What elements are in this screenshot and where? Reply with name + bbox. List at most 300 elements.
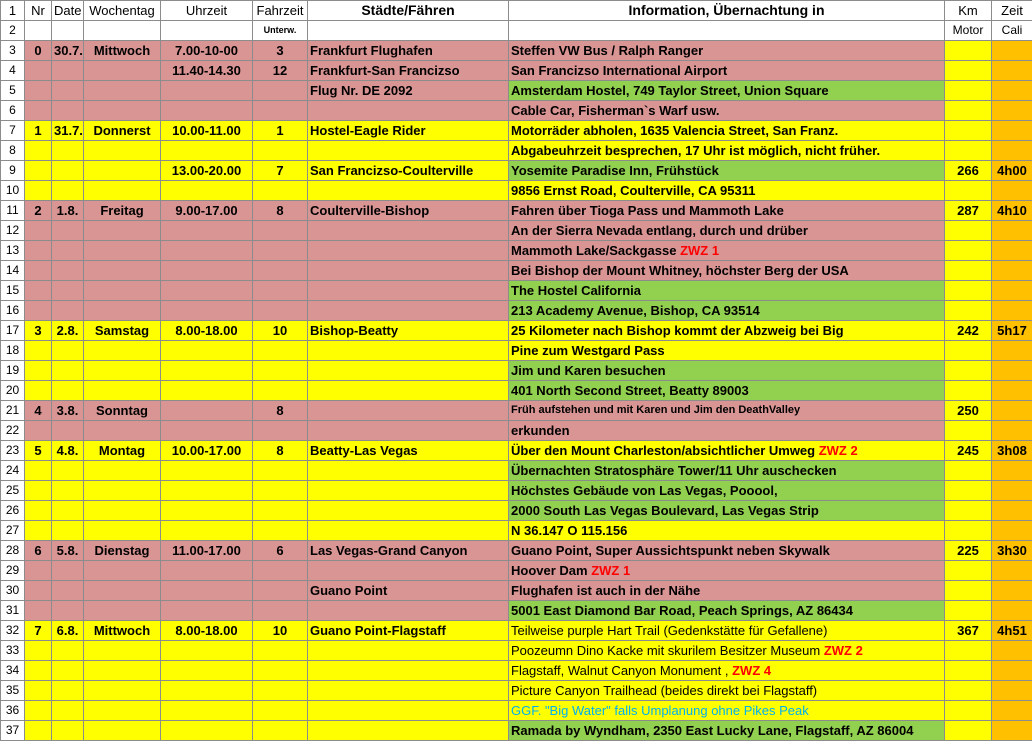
cell-information[interactable] [509,521,945,541]
cell-nr[interactable] [25,721,52,741]
cell-km[interactable] [945,641,992,661]
cell-wochentag[interactable]: Sonntag [84,401,161,421]
cell-zeit[interactable] [992,501,1032,521]
cell-zeit[interactable]: 4h51 [992,621,1032,641]
cell-information[interactable] [509,121,945,141]
cell-km[interactable]: 287 [945,201,992,221]
cell-km[interactable]: 266 [945,161,992,181]
cell-zeit[interactable] [992,561,1032,581]
cell-uhrzeit[interactable] [161,561,253,581]
cell-information[interactable] [509,381,945,401]
cell-nr[interactable] [25,641,52,661]
cell-wochentag[interactable] [84,241,161,261]
cell-nr[interactable] [25,461,52,481]
cell-km[interactable] [945,521,992,541]
cell-information[interactable] [509,461,945,481]
cell-fahrzeit[interactable]: 8 [253,401,308,421]
cell-zeit[interactable] [992,641,1032,661]
cell-information[interactable] [509,581,945,601]
cell-zeit[interactable]: 4h10 [992,201,1032,221]
cell-stadt[interactable] [308,301,509,321]
cell-uhrzeit[interactable] [161,221,253,241]
cell-date[interactable] [52,501,84,521]
row-number[interactable]: 8 [1,141,25,161]
cell-nr[interactable] [25,421,52,441]
row-number[interactable]: 3 [1,41,25,61]
cell-date[interactable] [52,601,84,621]
cell-wochentag[interactable] [84,521,161,541]
header-information[interactable]: Information, Übernachtung in [509,1,945,21]
cell-wochentag[interactable] [84,301,161,321]
cell-fahrzeit[interactable] [253,261,308,281]
cell-km[interactable]: 367 [945,621,992,641]
cell-zeit[interactable] [992,401,1032,421]
cell-fahrzeit[interactable]: 10 [253,321,308,341]
row-number[interactable]: 36 [1,701,25,721]
row-number[interactable]: 32 [1,621,25,641]
cell-nr[interactable] [25,581,52,601]
cell-km[interactable] [945,121,992,141]
cell-uhrzeit[interactable] [161,301,253,321]
cell-date[interactable] [52,721,84,741]
cell-wochentag[interactable] [84,221,161,241]
cell-date[interactable]: 3.8. [52,401,84,421]
cell-zeit[interactable] [992,421,1032,441]
cell-information[interactable] [509,221,945,241]
row-number[interactable]: 13 [1,241,25,261]
cell-uhrzeit[interactable] [161,381,253,401]
cell-stadt[interactable]: Guano Point-Flagstaff [308,621,509,641]
cell-information[interactable] [509,181,945,201]
header-wochentag[interactable]: Wochentag [84,1,161,21]
cell-km[interactable] [945,581,992,601]
cell-stadt[interactable] [308,601,509,621]
cell-fahrzeit[interactable]: 8 [253,201,308,221]
cell[interactable] [52,21,84,41]
cell-nr[interactable] [25,361,52,381]
cell-fahrzeit[interactable] [253,601,308,621]
cell-nr[interactable]: 1 [25,121,52,141]
cell-stadt[interactable]: San Francizso-Coulterville [308,161,509,181]
subheader-zeit[interactable]: Cali [992,21,1032,41]
cell-date[interactable] [52,141,84,161]
cell-nr[interactable]: 5 [25,441,52,461]
cell-uhrzeit[interactable] [161,141,253,161]
cell-wochentag[interactable] [84,101,161,121]
cell-zeit[interactable] [992,101,1032,121]
cell-fahrzeit[interactable] [253,701,308,721]
cell-km[interactable] [945,381,992,401]
cell-stadt[interactable] [308,421,509,441]
cell-fahrzeit[interactable] [253,341,308,361]
cell-date[interactable] [52,421,84,441]
cell-stadt[interactable]: Frankfurt-San Francizso [308,61,509,81]
cell-fahrzeit[interactable] [253,281,308,301]
cell-zeit[interactable] [992,221,1032,241]
cell-km[interactable] [945,361,992,381]
cell-nr[interactable] [25,261,52,281]
cell-zeit[interactable] [992,301,1032,321]
cell-fahrzeit[interactable] [253,721,308,741]
cell-date[interactable] [52,681,84,701]
cell-uhrzeit[interactable] [161,421,253,441]
cell-stadt[interactable]: Beatty-Las Vegas [308,441,509,461]
cell-stadt[interactable] [308,221,509,241]
cell-stadt[interactable] [308,661,509,681]
cell-km[interactable]: 245 [945,441,992,461]
cell-nr[interactable] [25,61,52,81]
cell-zeit[interactable] [992,181,1032,201]
cell-date[interactable] [52,341,84,361]
cell-fahrzeit[interactable] [253,481,308,501]
row-number[interactable]: 1 [1,1,25,21]
cell-km[interactable] [945,681,992,701]
cell-km[interactable] [945,241,992,261]
cell-nr[interactable] [25,341,52,361]
cell-uhrzeit[interactable] [161,661,253,681]
cell-date[interactable] [52,361,84,381]
cell-date[interactable] [52,241,84,261]
row-number[interactable]: 5 [1,81,25,101]
cell-zeit[interactable] [992,41,1032,61]
cell-stadt[interactable] [308,181,509,201]
cell-uhrzeit[interactable] [161,261,253,281]
cell-zeit[interactable] [992,721,1032,741]
cell-km[interactable] [945,481,992,501]
row-number[interactable]: 31 [1,601,25,621]
cell-information[interactable] [509,81,945,101]
cell-fahrzeit[interactable] [253,141,308,161]
header-fahrzeit[interactable]: Fahrzeit [253,1,308,21]
row-number[interactable]: 2 [1,21,25,41]
cell-nr[interactable] [25,241,52,261]
cell-fahrzeit[interactable] [253,101,308,121]
cell-fahrzeit[interactable]: 6 [253,541,308,561]
cell-fahrzeit[interactable]: 1 [253,121,308,141]
cell-stadt[interactable] [308,401,509,421]
cell-nr[interactable] [25,141,52,161]
cell-zeit[interactable]: 4h00 [992,161,1032,181]
cell-information[interactable] [509,441,945,461]
cell-uhrzeit[interactable]: 8.00-18.00 [161,321,253,341]
cell-fahrzeit[interactable] [253,361,308,381]
row-number[interactable]: 21 [1,401,25,421]
cell-information[interactable] [509,681,945,701]
cell-stadt[interactable]: Guano Point [308,581,509,601]
cell-zeit[interactable] [992,461,1032,481]
cell-stadt[interactable]: Frankfurt Flughafen [308,41,509,61]
cell-fahrzeit[interactable]: 7 [253,161,308,181]
cell-date[interactable] [52,261,84,281]
row-number[interactable]: 11 [1,201,25,221]
cell-fahrzeit[interactable] [253,521,308,541]
cell-wochentag[interactable]: Dienstag [84,541,161,561]
cell-date[interactable] [52,81,84,101]
row-number[interactable]: 24 [1,461,25,481]
cell[interactable] [509,21,945,41]
row-number[interactable]: 12 [1,221,25,241]
cell-nr[interactable]: 3 [25,321,52,341]
cell-date[interactable] [52,381,84,401]
cell-wochentag[interactable] [84,281,161,301]
cell-date[interactable] [52,161,84,181]
cell[interactable] [25,21,52,41]
cell-fahrzeit[interactable] [253,421,308,441]
cell-wochentag[interactable] [84,561,161,581]
cell-uhrzeit[interactable]: 13.00-20.00 [161,161,253,181]
cell-information[interactable] [509,561,945,581]
cell-fahrzeit[interactable]: 12 [253,61,308,81]
cell-km[interactable] [945,501,992,521]
cell-stadt[interactable] [308,721,509,741]
cell-date[interactable] [52,521,84,541]
cell-nr[interactable] [25,661,52,681]
cell-information[interactable] [509,201,945,221]
row-number[interactable]: 29 [1,561,25,581]
cell-km[interactable] [945,421,992,441]
cell-wochentag[interactable] [84,421,161,441]
cell-information[interactable] [509,501,945,521]
cell-zeit[interactable] [992,81,1032,101]
row-number[interactable]: 4 [1,61,25,81]
cell-uhrzeit[interactable] [161,521,253,541]
cell-information[interactable] [509,401,945,421]
cell-date[interactable] [52,701,84,721]
header-staedte[interactable]: Städte/Fähren [308,1,509,21]
cell-zeit[interactable] [992,141,1032,161]
cell-wochentag[interactable] [84,481,161,501]
cell-km[interactable] [945,261,992,281]
cell-information[interactable] [509,261,945,281]
cell-nr[interactable]: 2 [25,201,52,221]
cell-zeit[interactable] [992,481,1032,501]
cell-km[interactable] [945,561,992,581]
cell-wochentag[interactable]: Samstag [84,321,161,341]
header-zeit[interactable]: Zeit [992,1,1032,21]
cell-stadt[interactable] [308,641,509,661]
row-number[interactable]: 37 [1,721,25,741]
row-number[interactable]: 19 [1,361,25,381]
cell-stadt[interactable] [308,341,509,361]
cell-wochentag[interactable] [84,261,161,281]
cell-wochentag[interactable] [84,461,161,481]
cell-information[interactable] [509,281,945,301]
cell-wochentag[interactable]: Mittwoch [84,621,161,641]
cell-date[interactable] [52,101,84,121]
cell-information[interactable] [509,141,945,161]
cell-information[interactable] [509,481,945,501]
cell-wochentag[interactable] [84,361,161,381]
cell-zeit[interactable] [992,701,1032,721]
cell-date[interactable] [52,581,84,601]
cell-zeit[interactable] [992,681,1032,701]
cell-fahrzeit[interactable] [253,581,308,601]
cell-uhrzeit[interactable]: 7.00-10-00 [161,41,253,61]
cell-km[interactable] [945,101,992,121]
cell-stadt[interactable]: Coulterville-Bishop [308,201,509,221]
cell-km[interactable] [945,701,992,721]
cell-wochentag[interactable] [84,81,161,101]
cell-nr[interactable] [25,281,52,301]
cell-km[interactable]: 225 [945,541,992,561]
cell-uhrzeit[interactable]: 9.00-17.00 [161,201,253,221]
row-number[interactable]: 25 [1,481,25,501]
cell-uhrzeit[interactable] [161,341,253,361]
cell-uhrzeit[interactable] [161,461,253,481]
cell-km[interactable] [945,181,992,201]
row-number[interactable]: 7 [1,121,25,141]
cell-stadt[interactable] [308,281,509,301]
cell-km[interactable] [945,661,992,681]
cell-fahrzeit[interactable]: 3 [253,41,308,61]
subheader-km[interactable]: Motor [945,21,992,41]
cell-zeit[interactable] [992,121,1032,141]
cell-km[interactable] [945,461,992,481]
row-number[interactable]: 28 [1,541,25,561]
cell-zeit[interactable]: 3h08 [992,441,1032,461]
cell-stadt[interactable] [308,461,509,481]
cell[interactable] [161,21,253,41]
cell-wochentag[interactable] [84,721,161,741]
cell-wochentag[interactable] [84,661,161,681]
cell-stadt[interactable] [308,241,509,261]
cell-zeit[interactable] [992,281,1032,301]
cell-stadt[interactable]: Bishop-Beatty [308,321,509,341]
cell-km[interactable] [945,41,992,61]
cell-zeit[interactable] [992,61,1032,81]
cell-fahrzeit[interactable] [253,81,308,101]
row-number[interactable]: 6 [1,101,25,121]
cell-date[interactable] [52,221,84,241]
cell-nr[interactable]: 6 [25,541,52,561]
cell-date[interactable] [52,281,84,301]
row-number[interactable]: 14 [1,261,25,281]
cell-information[interactable] [509,341,945,361]
cell-km[interactable] [945,601,992,621]
cell-km[interactable] [945,141,992,161]
cell-nr[interactable] [25,81,52,101]
header-date[interactable]: Date [52,1,84,21]
cell-nr[interactable]: 4 [25,401,52,421]
cell-fahrzeit[interactable] [253,181,308,201]
cell-km[interactable] [945,341,992,361]
cell[interactable] [84,21,161,41]
cell-wochentag[interactable] [84,181,161,201]
row-number[interactable]: 33 [1,641,25,661]
cell-date[interactable]: 6.8. [52,621,84,641]
cell-fahrzeit[interactable] [253,501,308,521]
cell-date[interactable] [52,661,84,681]
cell-uhrzeit[interactable] [161,601,253,621]
cell-wochentag[interactable] [84,581,161,601]
cell-wochentag[interactable]: Freitag [84,201,161,221]
cell-information[interactable] [509,641,945,661]
cell-zeit[interactable] [992,341,1032,361]
row-number[interactable]: 16 [1,301,25,321]
cell-uhrzeit[interactable] [161,241,253,261]
row-number[interactable]: 20 [1,381,25,401]
cell-information[interactable] [509,721,945,741]
cell-information[interactable] [509,621,945,641]
cell-km[interactable] [945,721,992,741]
header-uhrzeit[interactable]: Uhrzeit [161,1,253,21]
row-number[interactable]: 27 [1,521,25,541]
cell-km[interactable] [945,301,992,321]
cell-km[interactable] [945,281,992,301]
cell-uhrzeit[interactable] [161,701,253,721]
cell-nr[interactable] [25,381,52,401]
cell-information[interactable] [509,101,945,121]
cell-wochentag[interactable] [84,161,161,181]
cell-wochentag[interactable] [84,381,161,401]
cell-wochentag[interactable]: Donnerst [84,121,161,141]
row-number[interactable]: 26 [1,501,25,521]
cell-information[interactable] [509,361,945,381]
cell-stadt[interactable] [308,361,509,381]
cell-nr[interactable] [25,501,52,521]
cell-fahrzeit[interactable] [253,301,308,321]
cell-information[interactable] [509,161,945,181]
cell-uhrzeit[interactable] [161,681,253,701]
row-number[interactable]: 10 [1,181,25,201]
cell-fahrzeit[interactable] [253,661,308,681]
cell-stadt[interactable] [308,701,509,721]
cell-fahrzeit[interactable]: 8 [253,441,308,461]
cell-stadt[interactable]: Hostel-Eagle Rider [308,121,509,141]
cell-nr[interactable] [25,221,52,241]
cell-zeit[interactable]: 3h30 [992,541,1032,561]
cell-uhrzeit[interactable] [161,401,253,421]
cell-uhrzeit[interactable] [161,641,253,661]
cell-fahrzeit[interactable] [253,241,308,261]
cell-zeit[interactable] [992,361,1032,381]
cell-fahrzeit[interactable] [253,641,308,661]
cell-uhrzeit[interactable] [161,581,253,601]
cell-information[interactable] [509,61,945,81]
cell-information[interactable] [509,421,945,441]
cell-zeit[interactable] [992,241,1032,261]
cell-fahrzeit[interactable] [253,561,308,581]
cell-stadt[interactable] [308,681,509,701]
cell-uhrzeit[interactable]: 11.00-17.00 [161,541,253,561]
cell-nr[interactable] [25,181,52,201]
cell-uhrzeit[interactable]: 11.40-14.30 [161,61,253,81]
cell-uhrzeit[interactable]: 8.00-18.00 [161,621,253,641]
cell-fahrzeit[interactable] [253,681,308,701]
cell-wochentag[interactable] [84,61,161,81]
cell-stadt[interactable] [308,141,509,161]
cell-nr[interactable] [25,601,52,621]
row-number[interactable]: 15 [1,281,25,301]
cell-stadt[interactable] [308,561,509,581]
cell-information[interactable] [509,661,945,681]
row-number[interactable]: 18 [1,341,25,361]
cell[interactable] [308,21,509,41]
row-number[interactable]: 34 [1,661,25,681]
cell-stadt[interactable] [308,261,509,281]
cell-date[interactable] [52,301,84,321]
cell-km[interactable] [945,81,992,101]
cell-wochentag[interactable] [84,681,161,701]
cell-zeit[interactable] [992,661,1032,681]
cell-stadt[interactable]: Las Vegas-Grand Canyon [308,541,509,561]
cell-date[interactable]: 2.8. [52,321,84,341]
cell-wochentag[interactable]: Mittwoch [84,41,161,61]
cell-wochentag[interactable] [84,701,161,721]
cell-uhrzeit[interactable]: 10.00-17.00 [161,441,253,461]
cell-date[interactable] [52,181,84,201]
cell-stadt[interactable] [308,521,509,541]
